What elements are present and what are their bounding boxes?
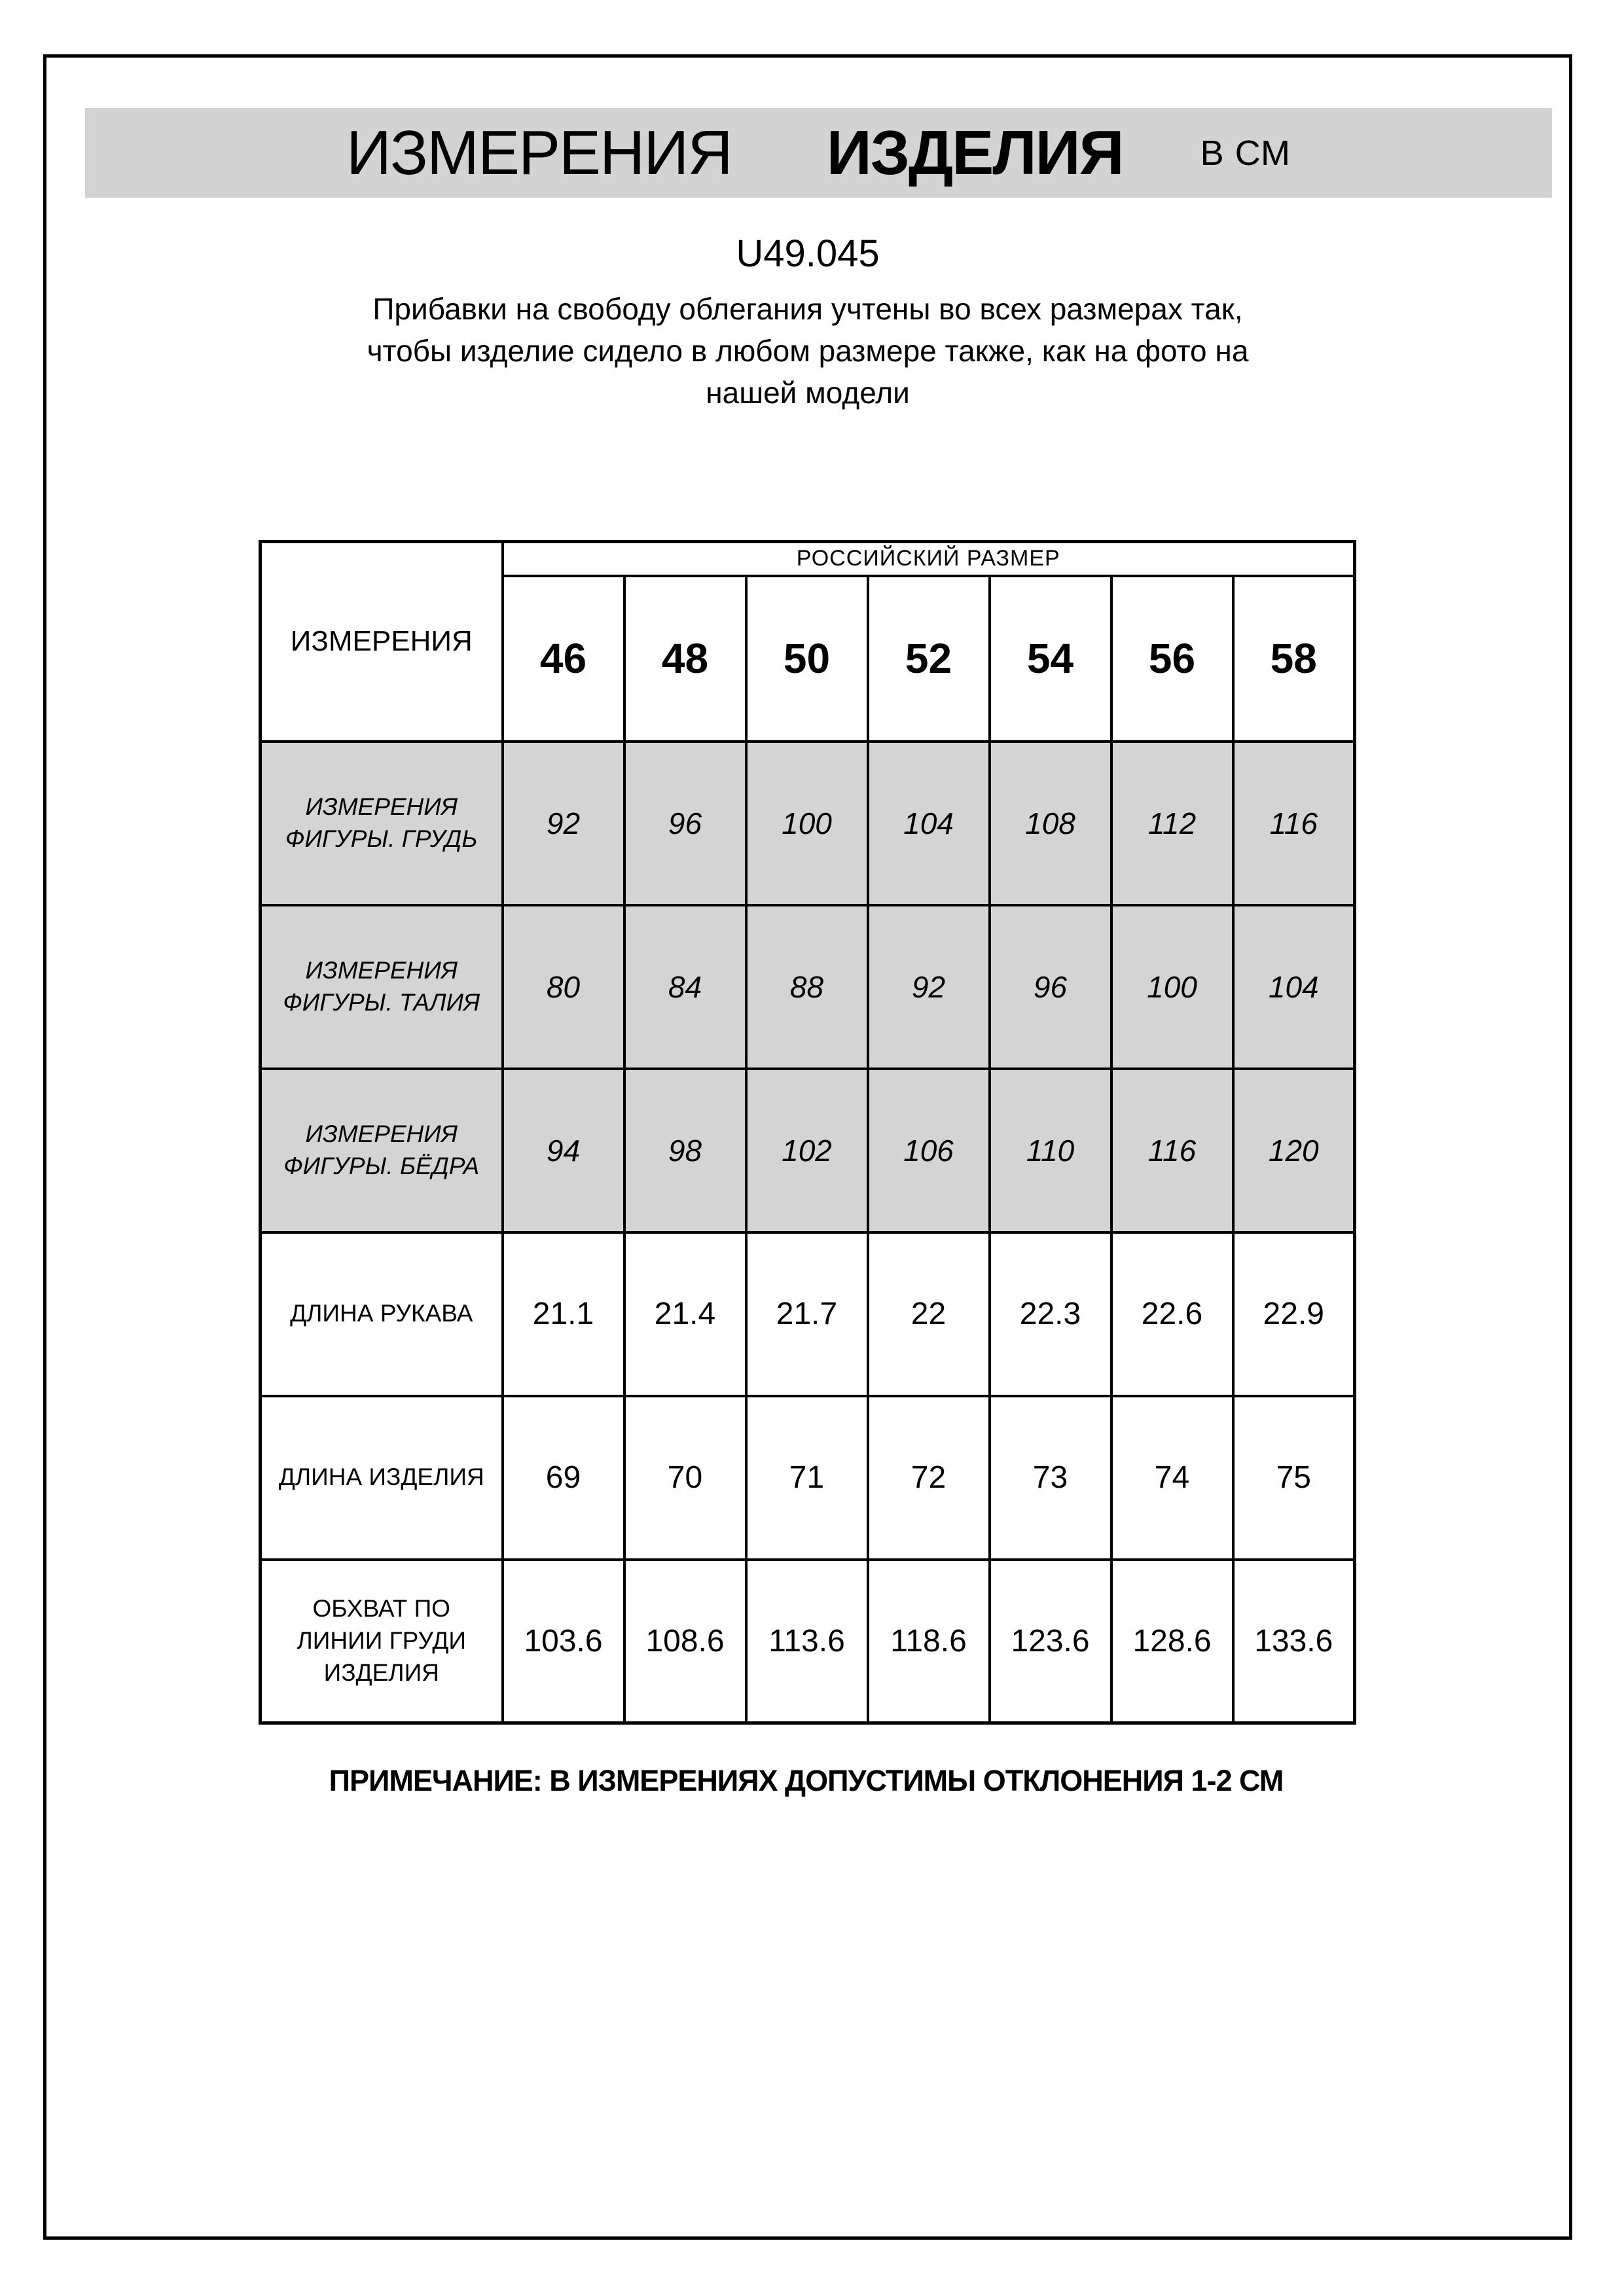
size-table bbox=[259, 540, 1356, 1725]
value-cell: 69 bbox=[503, 1396, 624, 1560]
value-cell: 103.6 bbox=[503, 1560, 624, 1723]
value-cell: 80 bbox=[503, 905, 624, 1069]
row-label: ДЛИНА РУКАВА bbox=[261, 1232, 503, 1396]
value-cell: 22.6 bbox=[1111, 1232, 1233, 1396]
value-cell: 84 bbox=[624, 905, 746, 1069]
row-label: ДЛИНА ИЗДЕЛИЯ bbox=[261, 1396, 503, 1560]
value-cell: 116 bbox=[1233, 742, 1355, 905]
size-column-header: 46 bbox=[503, 576, 624, 742]
value-cell: 100 bbox=[746, 742, 868, 905]
group-header: РОССИЙСКИЙ РАЗМЕР bbox=[503, 542, 1355, 576]
title-unit: В СМ bbox=[1200, 133, 1291, 173]
value-cell: 22 bbox=[868, 1232, 990, 1396]
value-cell: 21.7 bbox=[746, 1232, 868, 1396]
value-cell: 21.4 bbox=[624, 1232, 746, 1396]
product-code: U49.045 bbox=[736, 232, 880, 275]
size-column-header: 54 bbox=[990, 576, 1111, 742]
value-cell: 21.1 bbox=[503, 1232, 624, 1396]
fit-description-line: чтобы изделие сидело в любом размере также, как на фото на bbox=[367, 334, 1249, 368]
title-band bbox=[85, 108, 1552, 198]
value-cell: 102 bbox=[746, 1069, 868, 1232]
value-cell: 75 bbox=[1233, 1396, 1355, 1560]
row-label: ИЗМЕРЕНИЯ ФИГУРЫ. БЁДРА bbox=[261, 1069, 503, 1232]
table-row bbox=[261, 742, 1355, 905]
fit-description bbox=[46, 288, 1569, 414]
table-row bbox=[261, 1396, 1355, 1560]
table-header-row bbox=[261, 542, 1355, 576]
title-product: ИЗДЕЛИЯ bbox=[826, 117, 1123, 188]
size-column-header: 50 bbox=[746, 576, 868, 742]
value-cell: 120 bbox=[1233, 1069, 1355, 1232]
fit-description-line: Прибавки на свободу облегания учтены во всех размерах так, bbox=[372, 292, 1243, 326]
row-label: ИЗМЕРЕНИЯ ФИГУРЫ. ГРУДЬ bbox=[261, 742, 503, 905]
size-column-header: 52 bbox=[868, 576, 990, 742]
value-cell: 110 bbox=[990, 1069, 1111, 1232]
row-label: ОБХВАТ ПО ЛИНИИ ГРУДИ ИЗДЕЛИЯ bbox=[261, 1560, 503, 1723]
value-cell: 92 bbox=[503, 742, 624, 905]
value-cell: 104 bbox=[1233, 905, 1355, 1069]
value-cell: 72 bbox=[868, 1396, 990, 1560]
value-cell: 94 bbox=[503, 1069, 624, 1232]
value-cell: 96 bbox=[624, 742, 746, 905]
value-cell: 128.6 bbox=[1111, 1560, 1233, 1723]
row-label: ИЗМЕРЕНИЯ ФИГУРЫ. ТАЛИЯ bbox=[261, 905, 503, 1069]
value-cell: 74 bbox=[1111, 1396, 1233, 1560]
fit-description-line: нашей модели bbox=[706, 376, 910, 410]
value-cell: 106 bbox=[868, 1069, 990, 1232]
value-cell: 118.6 bbox=[868, 1560, 990, 1723]
table-row bbox=[261, 1560, 1355, 1723]
value-cell: 92 bbox=[868, 905, 990, 1069]
value-cell: 113.6 bbox=[746, 1560, 868, 1723]
value-cell: 73 bbox=[990, 1396, 1111, 1560]
table-row bbox=[261, 1069, 1355, 1232]
tolerance-note: ПРИМЕЧАНИЕ: В ИЗМЕРЕНИЯХ ДОПУСТИМЫ ОТКЛОНЕНИЯ 1-2 СМ bbox=[329, 1764, 1284, 1797]
corner-header: ИЗМЕРЕНИЯ bbox=[261, 542, 503, 742]
value-cell: 22.9 bbox=[1233, 1232, 1355, 1396]
value-cell: 123.6 bbox=[990, 1560, 1111, 1723]
size-column-header: 58 bbox=[1233, 576, 1355, 742]
page-frame bbox=[43, 54, 1572, 2240]
value-cell: 22.3 bbox=[990, 1232, 1111, 1396]
title-measurements: ИЗМЕРЕНИЯ bbox=[346, 117, 732, 188]
value-cell: 96 bbox=[990, 905, 1111, 1069]
value-cell: 116 bbox=[1111, 1069, 1233, 1232]
size-column-header: 56 bbox=[1111, 576, 1233, 742]
table-row bbox=[261, 905, 1355, 1069]
value-cell: 108 bbox=[990, 742, 1111, 905]
value-cell: 100 bbox=[1111, 905, 1233, 1069]
value-cell: 70 bbox=[624, 1396, 746, 1560]
value-cell: 133.6 bbox=[1233, 1560, 1355, 1723]
value-cell: 108.6 bbox=[624, 1560, 746, 1723]
value-cell: 112 bbox=[1111, 742, 1233, 905]
value-cell: 71 bbox=[746, 1396, 868, 1560]
value-cell: 98 bbox=[624, 1069, 746, 1232]
table-row bbox=[261, 1232, 1355, 1396]
table-body bbox=[261, 742, 1355, 1723]
value-cell: 88 bbox=[746, 905, 868, 1069]
value-cell: 104 bbox=[868, 742, 990, 905]
size-column-header: 48 bbox=[624, 576, 746, 742]
